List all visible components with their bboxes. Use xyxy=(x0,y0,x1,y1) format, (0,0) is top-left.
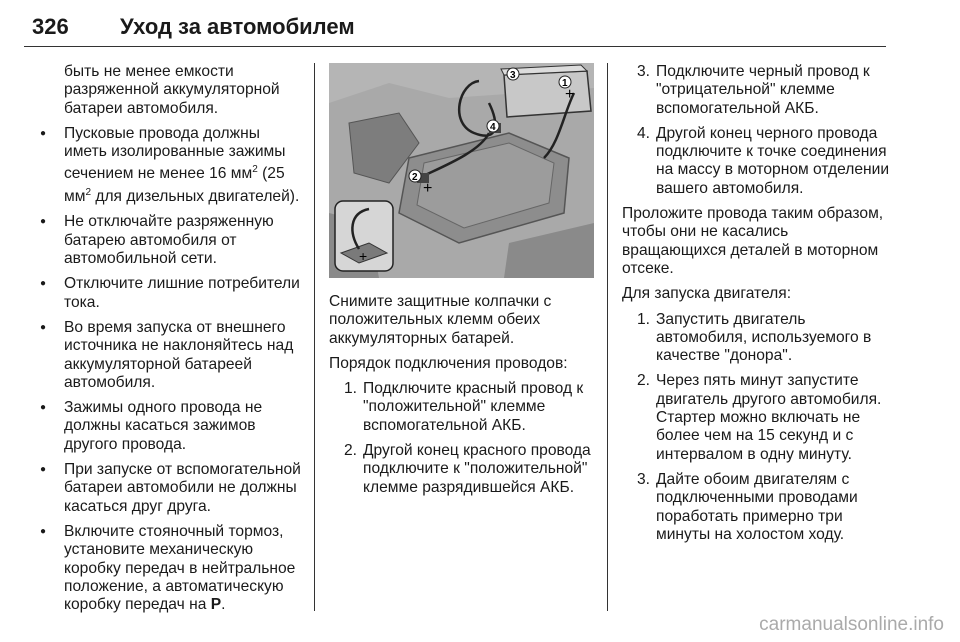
figure-caption: Снимите защитные колпачки с положительных клемм обеих аккумуляторных батарей. xyxy=(329,293,552,347)
list-item: 1. Запустить двигатель автомобиля, используемого в качестве "донора". xyxy=(636,310,872,365)
page-number: 326 xyxy=(32,14,69,39)
callout-3: 3 xyxy=(510,70,516,81)
callout-1: 1 xyxy=(562,78,568,89)
callout-2: 2 xyxy=(412,172,418,183)
column-3 xyxy=(622,63,890,551)
precautions-list xyxy=(44,125,302,615)
list-item: 2. Другой конец красного провода подключите к "положительной" клемме разрядившейся АКБ. xyxy=(343,442,591,496)
list-item: 2. Через пять минут запустите двигатель другого автомобиля. Стартер можно включать не более чем на 15 секунд и с интервалом в одну минуту. xyxy=(636,372,882,463)
plus-icon: + xyxy=(423,180,433,197)
list-item: ● Не отключайте разряженную батарею автомобиля от автомобильной сети. xyxy=(44,213,302,268)
connection-steps-continued xyxy=(622,63,890,198)
list-item: 4. Другой конец черного провода подключите к точке соединения на массу в моторном отделении вашего автомобиля. xyxy=(636,124,890,197)
list-item: ● Зажимы одного провода не должны касаться зажимов другого провода. xyxy=(44,399,302,454)
list-item: 3. Дайте обоим двигателям с подключенными проводами поработать примерно три минуты на холостом ходу. xyxy=(636,470,858,543)
watermark: carmanualsonline.info xyxy=(759,614,944,635)
list-item: 3. Подключите черный провод к "отрицательной" клемме вспомогательной АКБ. xyxy=(636,63,870,117)
list-item: ● Отключите лишние потребители тока. xyxy=(44,275,302,312)
routing-text: Проложите провода таким образом, чтобы они не касались вращающихся деталей в моторном отсеке. xyxy=(622,205,884,277)
column-1 xyxy=(44,63,302,621)
callout-4: 4 xyxy=(490,122,496,133)
column-divider xyxy=(607,63,608,611)
header-rule xyxy=(24,46,886,47)
connection-steps xyxy=(329,380,594,497)
list-item: ● Пусковые провода должны иметь изолированные зажимы сечением не менее 16 $мм^2$ (25 $мм^2$ для дизельных двигателей). xyxy=(44,125,302,207)
list-item: 1. Подключите красный провод к "положительной" клемме вспомогательной АКБ. xyxy=(343,380,584,434)
list-item: ● При запуске от вспомогательной батареи автомобили не должны касаться друг друга. xyxy=(44,461,302,516)
plus-icon: + xyxy=(565,86,575,103)
page-title: Уход за автомобилем xyxy=(120,14,355,39)
start-steps xyxy=(622,311,890,545)
order-heading: Порядок подключения проводов: xyxy=(329,354,568,372)
column-2 xyxy=(329,293,594,504)
engine-bay-drawing xyxy=(329,63,594,278)
intro-text: быть не менее емкости разряженной аккумуляторной батареи автомобиля. xyxy=(64,63,280,117)
gear-letter: P xyxy=(210,596,222,614)
jump-start-illustration xyxy=(329,63,594,278)
plus-icon: + xyxy=(359,248,368,264)
list-item: ● Во время запуска от внешнего источника не наклоняйтесь над аккумуляторной батареей автомобиля. xyxy=(44,319,302,392)
column-divider xyxy=(314,63,315,611)
start-heading: Для запуска двигателя: xyxy=(622,285,792,303)
list-item: ● Включите стояночный тормоз, установите механическую коробку передач в нейтральное положение, а автоматическую коробку передач на P. xyxy=(44,523,302,614)
page-header xyxy=(24,14,886,46)
